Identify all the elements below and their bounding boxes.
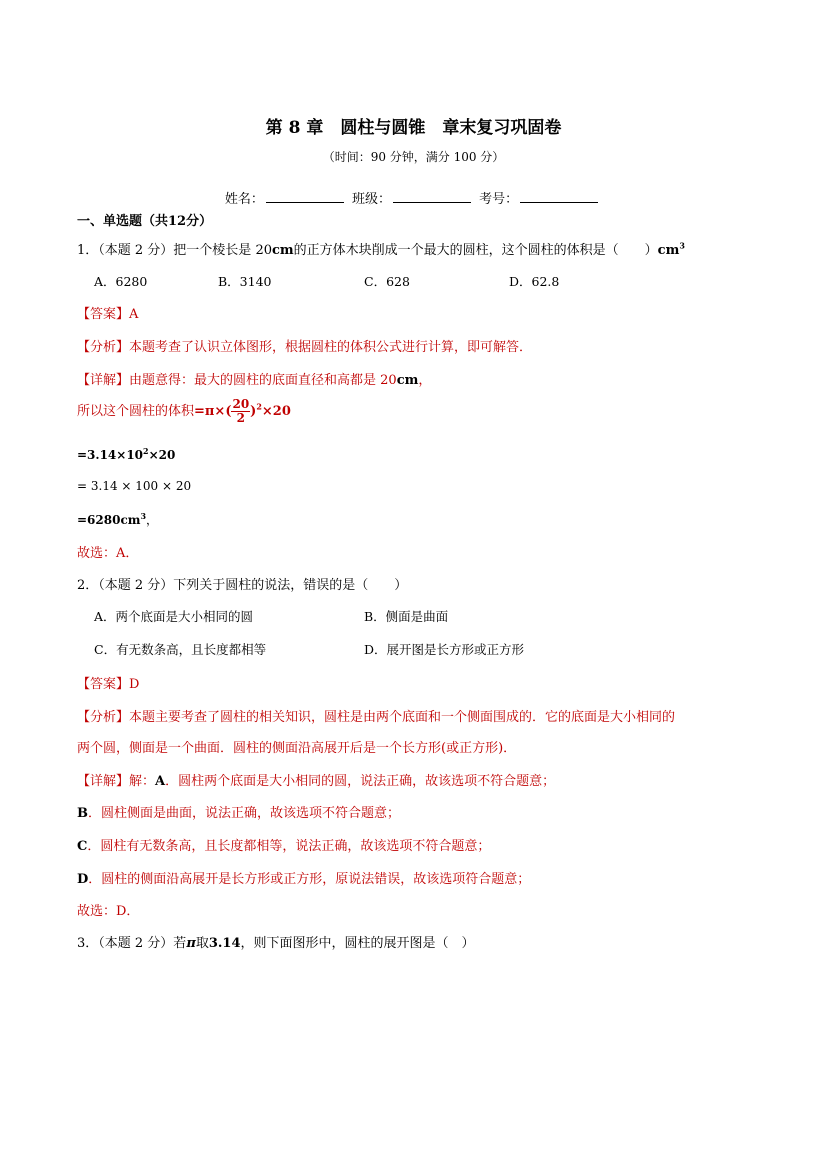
q1-step1-exp: 2: [143, 446, 149, 456]
q3-text-c: ，则下面图形中，圆柱的展开图是（ ）: [240, 936, 475, 951]
fraction-denominator: 2: [236, 411, 245, 425]
q1-calc-expr-a: =π×(: [194, 404, 232, 419]
section-heading: 一、单选题（共12分）: [77, 214, 213, 229]
name-label: 姓名：: [224, 192, 264, 207]
q2-answer: 【答案】D: [77, 677, 140, 692]
fraction-numerator: 20: [232, 397, 250, 411]
q1-unit-cm: cm: [271, 243, 294, 258]
q1-detail-text: 【详解】由题意得：最大的圆柱的底面直径和高都是 20: [77, 373, 397, 388]
q1-text-b: 的正方体木块削成一个最大的圆柱，这个圆柱的体积是（ ）: [293, 243, 658, 258]
q3-text-a: 3．（本题 2 分）若: [77, 936, 187, 951]
q2-detail-prefix: 【详解】解：: [77, 774, 156, 789]
q2-detail-a: [77, 770, 555, 789]
q2-detail-b-text: ．圆柱侧面是曲面，说法正确，故该选项不符合题意；: [88, 806, 401, 821]
q1-step-1: [77, 446, 175, 462]
q2-detail-c-text: ．圆柱有无数条高，且长度都相等，说法正确，故该选项不符合题意；: [87, 839, 491, 854]
q1-fraction: [231, 398, 250, 425]
q2-analysis-line-1: 【分析】本题主要考查了圆柱的相关知识，圆柱是由两个底面和一个侧面围成的．它的底面是大小相同的: [77, 710, 676, 725]
q2-choose: 故选：D．: [77, 904, 140, 919]
q2-option-a[interactable]: A．两个底面是大小相同的圆: [94, 609, 254, 624]
q1-unit-exp: 3: [679, 240, 685, 251]
q1-step1-a: =3.14×10: [77, 448, 144, 462]
q3-pi-symbol: π: [186, 936, 196, 951]
q2-option-b[interactable]: B．侧面是曲面: [364, 609, 449, 624]
q1-option-a[interactable]: A．6280: [94, 274, 148, 289]
q1-option-c[interactable]: C．628: [364, 274, 410, 289]
q1-step3-exp: 3: [140, 511, 147, 521]
q1-text-a: 1．（本题 2 分）把一个棱长是 20: [77, 243, 272, 258]
id-blank[interactable]: [520, 190, 598, 203]
q2-detail-b-letter: B: [77, 806, 88, 821]
q1-step1-b: ×20: [148, 448, 176, 462]
q1-option-d[interactable]: D．62.8: [509, 274, 560, 289]
q1-calc-prefix: 所以这个圆柱的体积: [77, 404, 195, 419]
q1-choose: 故选：A．: [77, 546, 139, 561]
question-3: [77, 932, 475, 951]
q1-calc-exp: 2: [256, 401, 262, 412]
question-2: 2．（本题 2 分）下列关于圆柱的说法，错误的是（ ）: [77, 578, 408, 593]
q1-step3-a: =6280cm: [77, 513, 141, 527]
q1-step-3: [77, 511, 158, 528]
q2-detail-b: [77, 802, 400, 821]
q2-detail-d-text: ．圆柱的侧面沿高展开是长方形或正方形，原说法错误，故该选项符合题意；: [88, 872, 531, 887]
q2-detail-a-text: ．圆柱两个底面是大小相同的圆，说法正确，故该选项不符合题意；: [165, 774, 556, 789]
q2-detail-c: [77, 835, 490, 854]
q2-detail-a-letter: A: [155, 774, 166, 789]
q1-answer: 【答案】A: [77, 307, 139, 322]
page-subtitle: （时间：90 分钟，满分 100 分）: [322, 150, 505, 164]
q1-detail: [77, 369, 431, 388]
q1-step-2: = 3.14 × 100 × 20: [77, 479, 192, 493]
q3-pi-value: 3.14: [208, 936, 241, 951]
id-label: 考号：: [479, 192, 519, 207]
q1-unit-cm3: cm: [657, 243, 680, 258]
q1-calc: [77, 398, 291, 425]
q2-detail-c-letter: C: [77, 839, 88, 854]
q2-analysis-line-2: 两个圆，侧面是一个曲面．圆柱的侧面沿高展开后是一个长方形(或正方形)．: [77, 741, 517, 756]
student-info-row: [0, 188, 827, 207]
q1-detail-end: ，: [418, 373, 432, 388]
page-title: 第 8 章 圆柱与圆锥 章末复习巩固卷: [265, 118, 562, 138]
class-label: 班级：: [351, 192, 391, 207]
q1-calc-expr-c: ×20: [261, 404, 291, 419]
q2-option-d[interactable]: D．展开图是长方形或正方形: [364, 642, 525, 657]
q1-step3-b: ，: [146, 513, 159, 527]
class-blank[interactable]: [393, 190, 471, 203]
q1-analysis: 【分析】本题考查了认识立体图形，根据圆柱的体积公式进行计算，即可解答．: [77, 340, 533, 355]
q2-detail-d: [77, 868, 530, 887]
q2-detail-d-letter: D: [77, 872, 89, 887]
name-blank[interactable]: [266, 190, 344, 203]
q2-option-c[interactable]: C．有无数条高，且长度都相等: [94, 642, 267, 657]
question-1: [77, 239, 685, 258]
q1-detail-unit: cm: [396, 373, 419, 388]
q1-option-b[interactable]: B．3140: [218, 274, 272, 289]
q1-calc-expr-b: ): [250, 404, 257, 419]
q3-text-b: 取: [195, 936, 209, 951]
